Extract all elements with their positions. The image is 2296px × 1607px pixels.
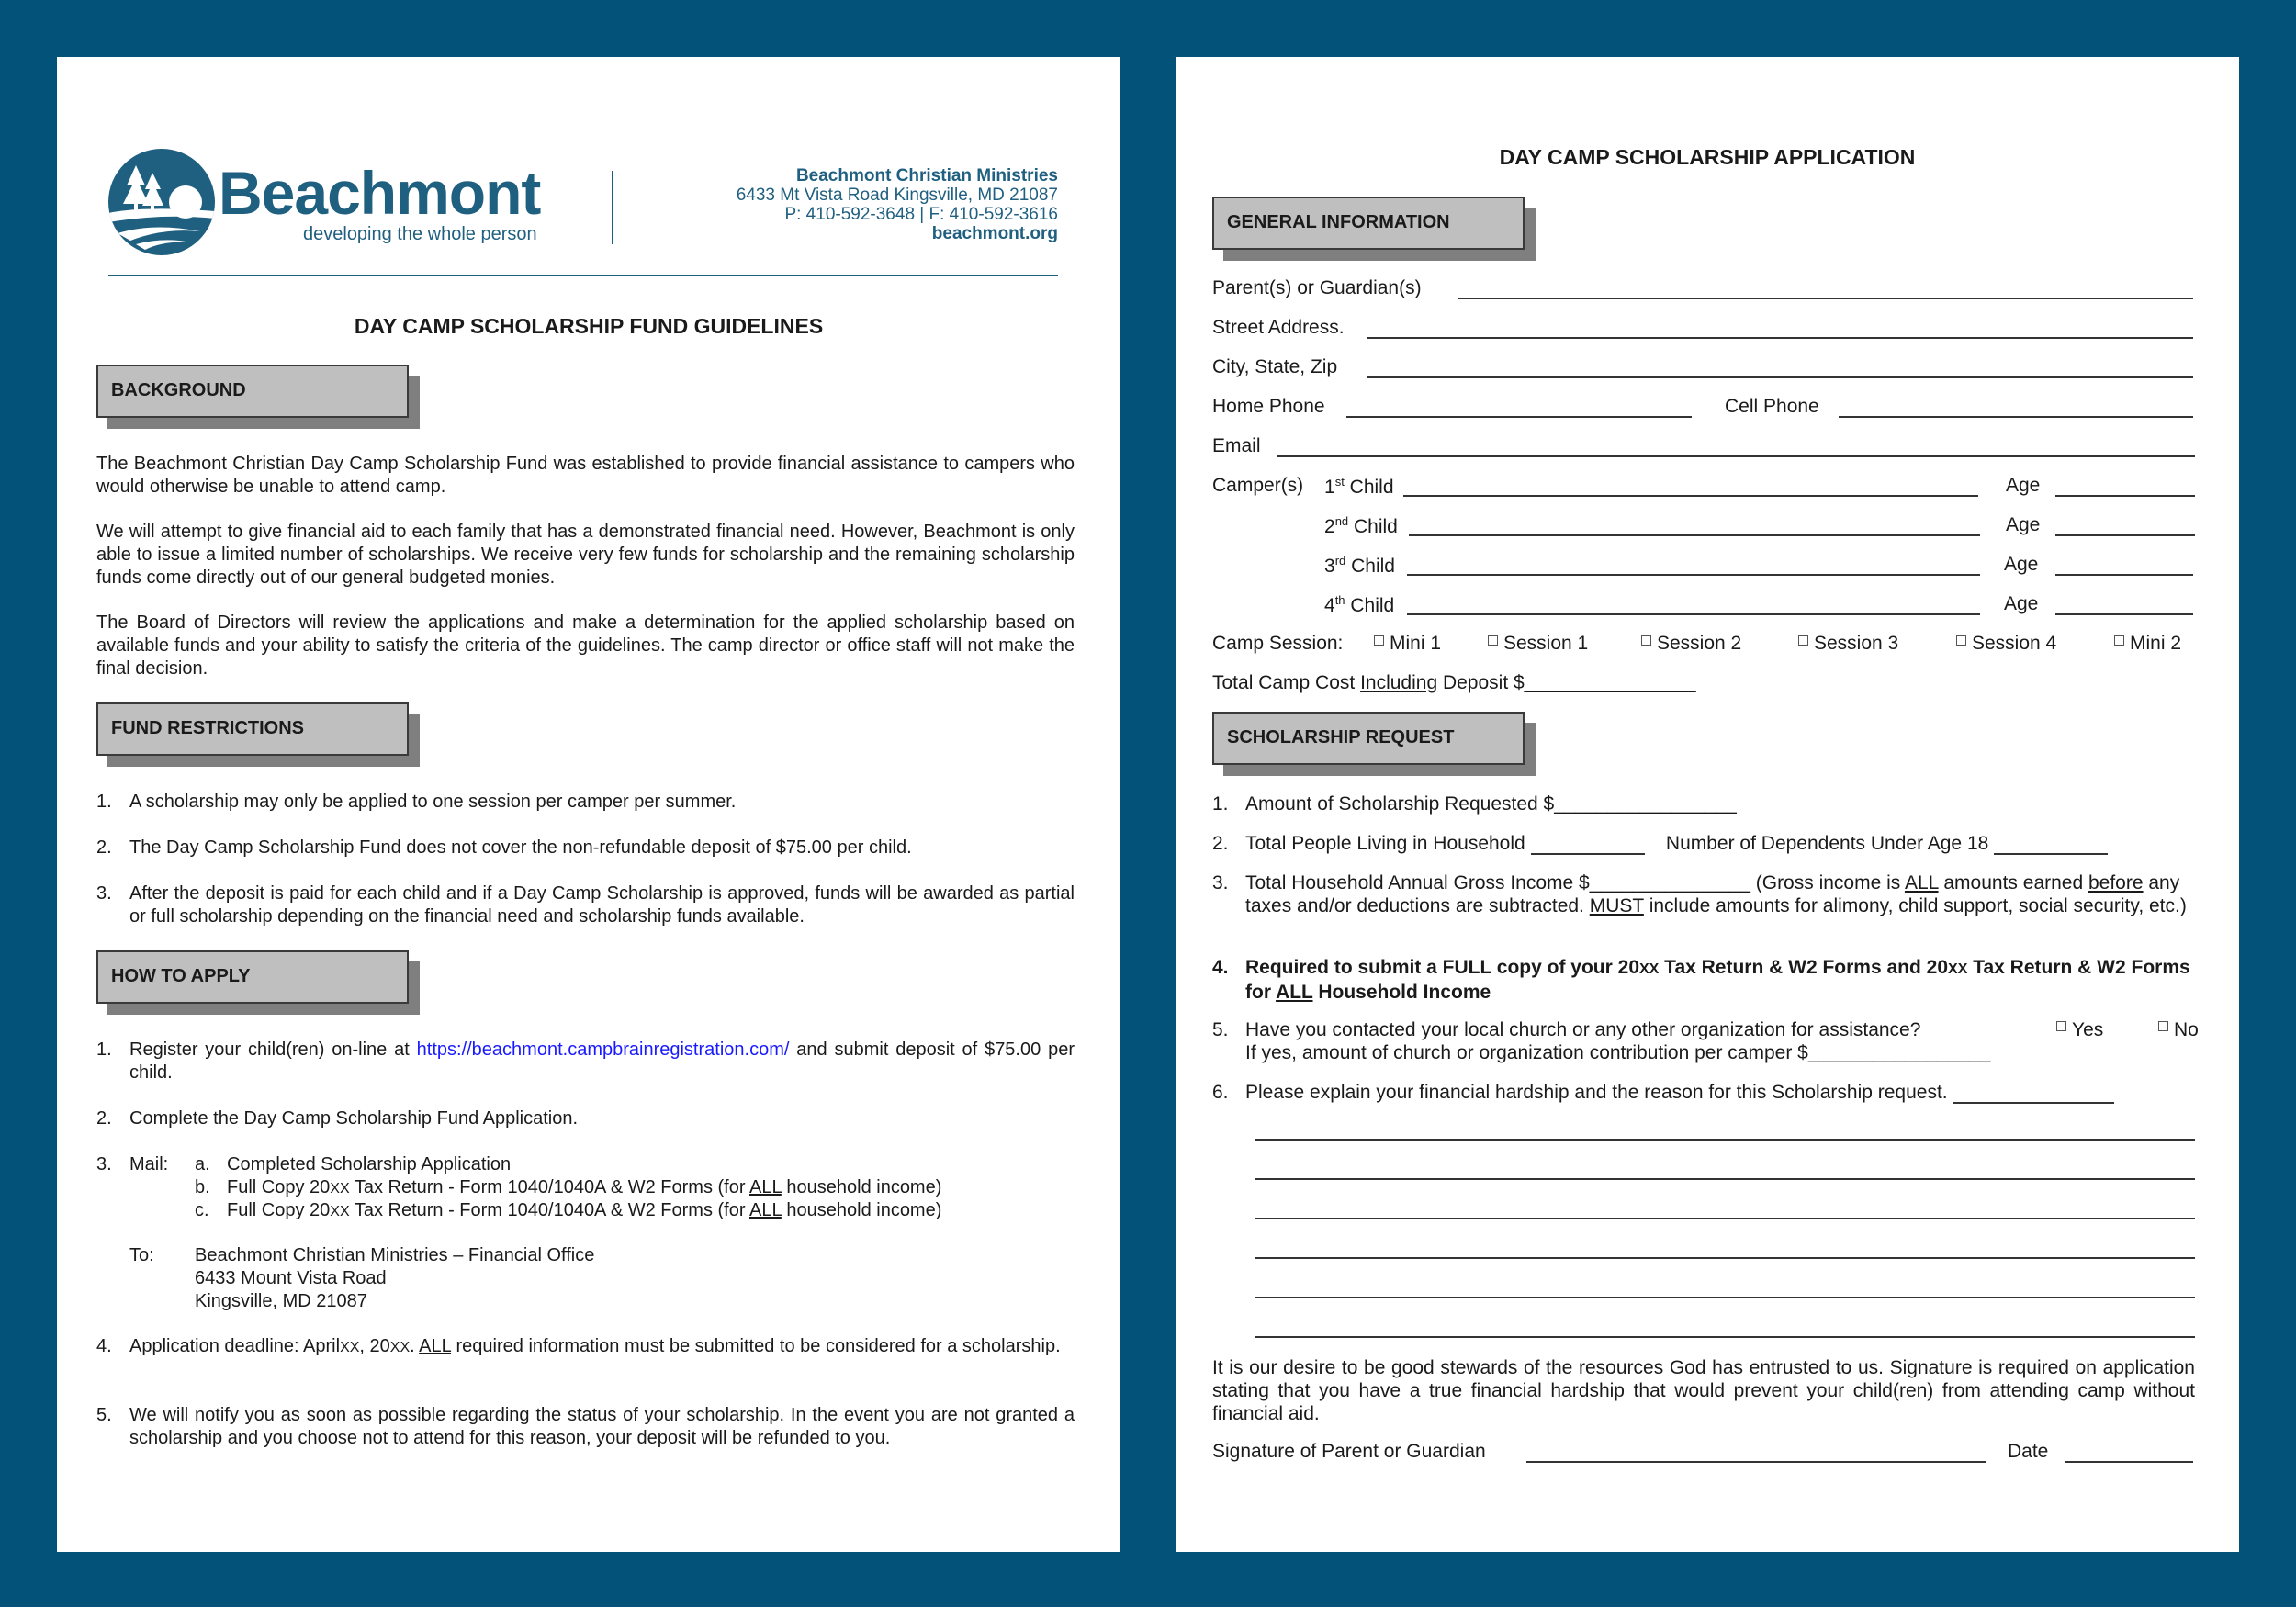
checkbox-icon <box>2114 635 2124 646</box>
email-label: Email <box>1212 435 1261 456</box>
list-item: 2. Complete the Day Camp Scholarship Fund Application. <box>96 1108 579 1129</box>
child-2-age-field[interactable] <box>2055 534 2195 536</box>
question-3[interactable]: 3. Total Household Annual Gross Income $_______________ (Gross income is ALL amounts earned before any taxes and/or deductions are subtracted. MUST include amounts for alimony, child support, social security, etc.) <box>1212 872 2187 916</box>
street-field[interactable] <box>1367 337 2193 339</box>
session-option-mini-2[interactable]: Mini 2 <box>2114 633 2181 655</box>
question-2[interactable]: 2. Total People Living in Household Number of Dependents Under Age 18 <box>1212 832 2200 855</box>
list-item: 1. A scholarship may only be applied to one session per camper per summer. <box>96 792 737 812</box>
list-item: 5. We will notify you as soon as possible regarding the status of your scholarship. In the event you are not granted a scholarship and you choose not to attend for this reason, your deposit will be refunded to you. <box>96 1405 1075 1448</box>
child-3-name-field[interactable] <box>1407 574 1980 576</box>
date-field[interactable] <box>2065 1461 2193 1463</box>
background-paragraph: We will attempt to give financial aid to each family that has a demonstrated financial need. However, Beachmont is only able to issue a limited number of scholarships. We receive very few funds for scholarship and the remaining scholarship funds come directly out of our general budgeted monies. <box>96 522 1075 588</box>
list-item: 2. The Day Camp Scholarship Fund does not cover the non-refundable deposit of $75.00 per child. <box>96 837 912 858</box>
question-4: 4. Required to submit a FULL copy of your 20XX Tax Return & W2 Forms and 20XX Tax Return & W2 Forms for ALL Household Income <box>1212 957 2190 1003</box>
org-website[interactable]: beachmont.org <box>931 224 1058 243</box>
checkbox-icon <box>2158 1021 2168 1031</box>
child-1-age-field[interactable] <box>2055 495 2195 497</box>
signature-label: Signature of Parent or Guardian <box>1212 1441 1486 1462</box>
child-4-age-field[interactable] <box>2055 613 2193 615</box>
cell-phone-label: Cell Phone <box>1725 396 1819 417</box>
letterhead-divider <box>612 171 613 244</box>
session-option-session-1[interactable]: Session 1 <box>1488 633 1588 655</box>
registration-link[interactable]: https://beachmont.campbrainregistration.com/ <box>416 1039 790 1060</box>
age-label: Age <box>2004 593 2039 614</box>
logo-tagline: developing the whole person <box>303 224 537 244</box>
camp-session-label: Camp Session: <box>1212 633 1344 654</box>
parent-field[interactable] <box>1458 298 2193 299</box>
signature-field[interactable] <box>1526 1461 1986 1463</box>
home-phone-field[interactable] <box>1346 416 1692 418</box>
checkbox-icon <box>1956 635 1966 646</box>
background-paragraph: The Board of Directors will review the applications and make a determination for the applied scholarship based on available funds and your ability to satisfy the criteria of the guidelines. The camp director or office staff will not make the final decision. <box>96 612 1075 679</box>
hardship-line[interactable] <box>1255 1257 2195 1259</box>
session-option-session-3[interactable]: Session 3 <box>1798 633 1898 655</box>
city-field[interactable] <box>1367 376 2193 378</box>
checkbox-icon <box>1374 635 1384 646</box>
logo-wordmark: Beachmont <box>219 159 541 227</box>
checkbox-icon <box>2056 1021 2066 1031</box>
question-5: 5. Have you contacted your local church or any other organization for assistance? Yes No If yes, amount of church or organization contribution per camper $_________________ <box>1212 1019 2199 1063</box>
list-item: 3. Mail: a. Completed Scholarship Application b. Full Copy 20XX Tax Return - Form 1040/1040A & W2 Forms (for ALL household income) c. Full Copy 20XX Tax Return - Form 1040/1040A & W2 Forms (for ALL household income) To: Beachmont Christian Ministries – Financial Office 6433 Mount Vista Road Kingsville, MD 21087 <box>96 1154 942 1311</box>
hardship-line[interactable] <box>1255 1297 2195 1298</box>
hardship-line[interactable] <box>1255 1139 2195 1141</box>
org-name: Beachmont Christian Ministries <box>795 166 1058 185</box>
list-item: 4. Application deadline: AprilXX, 20XX. ALL required information must be submitted to be considered for a scholarship. <box>96 1336 1061 1356</box>
session-option-mini-1[interactable]: Mini 1 <box>1374 633 1441 655</box>
header-rule <box>108 275 1058 276</box>
child-1-label: 1st Child <box>1324 475 1394 498</box>
child-3-age-field[interactable] <box>2055 574 2193 576</box>
hardship-line[interactable] <box>1255 1218 2195 1219</box>
application-page: DAY CAMP SCHOLARSHIP APPLICATION GENERAL INFORMATION Parent(s) or Guardian(s) Street Address. City, State, Zip Home Phone Cell Phone Email Camper(s) 1st Child Age 2nd Child Age 3rd Child Age 4th Child Age Camp Session: Mini 1 Session 1 Session 2 Session 3 Session 4 Mini 2 Total Camp Cost Including Deposit $________________ SCHOLARSHIP REQUEST 1. Amount of Scholarship Requested $_________________ 2. Total People Living in Household Number of Dependents Under Age 18 3. Total Household Annual Gross Income $_______________ (Gross income is ALL amounts earned before any taxes and/or deductions are subtracted. MUST include amounts for alimony, child support, social security, etc.) 4. Required to submit a FULL copy of your 20XX Tax Return & W2 Forms and 20XX Tax Return & W2 Forms for ALL Household Income 5. Have you contacted your local church or any other organization for assistance? Yes No If yes, amount of church or organization contribution per camper $_________________ 6. Please explain your financial hardship and the reason for this Scholarship request. It is our desire to be good stewards of the resources God has entrusted to us. Signature is required on application stating that you have a true financial hardship that would prevent your child(ren) from attending camp without financial aid. Signature of Parent or Guardian Date <box>1176 57 2239 1552</box>
org-address: 6433 Mt Vista Road Kingsville, MD 21087 <box>736 185 1058 205</box>
checkbox-icon <box>1798 635 1808 646</box>
page-title: DAY CAMP SCHOLARSHIP FUND GUIDELINES <box>354 314 824 338</box>
cell-phone-field[interactable] <box>1839 416 2193 418</box>
checkbox-icon <box>1488 635 1498 646</box>
child-3-label: 3rd Child <box>1324 554 1395 577</box>
session-option-session-4[interactable]: Session 4 <box>1956 633 2056 655</box>
church-contribution-field[interactable]: If yes, amount of church or organization contribution per camper $_________________ <box>1245 1042 1991 1063</box>
age-label: Age <box>2004 554 2039 575</box>
closing-statement: It is our desire to be good stewards of the resources God has entrusted to us. Signature is required on application stating that you have a true financial hardship that would prevent your child(ren) from attending camp without financial aid. <box>1212 1357 2195 1424</box>
list-item: 3. After the deposit is paid for each child and if a Day Camp Scholarship is approved, funds will be awarded as partial or full scholarship depending on the financial need and scholarship funds available. <box>96 883 1075 927</box>
yes-option[interactable]: Yes <box>2056 1018 2103 1041</box>
email-field[interactable] <box>1277 455 2195 457</box>
child-2-label: 2nd Child <box>1324 514 1398 537</box>
question-1[interactable]: 1. Amount of Scholarship Requested $_________________ <box>1212 793 1737 815</box>
parent-label: Parent(s) or Guardian(s) <box>1212 277 1422 298</box>
city-label: City, State, Zip <box>1212 356 1338 377</box>
beachmont-logo-icon <box>108 149 215 255</box>
guidelines-page: Beachmont developing the whole person Beachmont Christian Ministries 6433 Mt Vista Road Kingsville, MD 21087 P: 410-592-3648 | F: 410-592-3616 beachmont.org DAY CAMP SCHOLARSHIP FUND GUIDELINES BACKGROUND The Beachmont Christian Day Camp Scholarship Fund was established to provide financial assistance to campers who would otherwise be unable to attend camp. We will attempt to give financial aid to each family that has a demonstrated financial need. However, Beachmont is only able to issue a limited number of scholarships. We receive very few funds for scholarship and the remaining scholarship funds come directly out of our general budgeted monies. The Board of Directors will review the applications and make a determination for the applied scholarship based on available funds and your ability to satisfy the criteria of the guidelines. The camp director or office staff will not make the final decision. FUND RESTRICTIONS 1. A scholarship may only be applied to one session per camper per summer. 2. The Day Camp Scholarship Fund does not cover the non-refundable deposit of $75.00 per child. 3. After the deposit is paid for each child and if a Day Camp Scholarship is approved, funds will be awarded as partial or full scholarship depending on the financial need and scholarship funds available. HOW TO APPLY 1. Register your child(ren) on-line at https://beachmont.campbrainregistration.com/ and submit deposit of $75.00 per child. 2. Complete the Day Camp Scholarship Fund Application. 3. Mail: a. Completed Scholarship Application b. Full Copy 20XX Tax Return - Form 1040/1040A & W2 Forms (for ALL household income) c. Full Copy 20XX Tax Return - Form 1040/1040A & W2 Forms (for ALL household income) To: Beachmont Christian Ministries – Financial Office 6433 Mount Vista Road Kingsville, MD 21087 4. Application deadline: AprilXX, 20XX. ALL required information must be submitted to be considered for a scholarship. 5. We will notify you as soon as possible regarding the status of your scholarship. In the event you are not granted a scholarship and you choose not to attend for this reason, your deposit will be refunded to you. <box>57 57 1120 1552</box>
total-camp-cost[interactable]: Total Camp Cost Including Deposit $________________ <box>1212 672 1696 693</box>
campers-label: Camper(s) <box>1212 475 1304 496</box>
checkbox-icon <box>1641 635 1651 646</box>
hardship-line[interactable] <box>1255 1178 2195 1180</box>
child-1-name-field[interactable] <box>1403 495 1978 497</box>
list-item: 1. Register your child(ren) on-line at https://beachmont.campbrainregistration.com/ and submit deposit of $75.00 per child. <box>96 1039 1075 1083</box>
session-option-session-2[interactable]: Session 2 <box>1641 633 1741 655</box>
child-2-name-field[interactable] <box>1409 534 1980 536</box>
org-phones: P: 410-592-3648 | F: 410-592-3616 <box>784 205 1058 224</box>
question-6: 6. Please explain your financial hardship and the reason for this Scholarship request. <box>1212 1081 2200 1104</box>
date-label: Date <box>2008 1441 2049 1462</box>
child-4-label: 4th Child <box>1324 593 1395 616</box>
child-4-name-field[interactable] <box>1407 613 1980 615</box>
page-title: DAY CAMP SCHOLARSHIP APPLICATION <box>1499 145 1916 169</box>
home-phone-label: Home Phone <box>1212 396 1325 417</box>
background-paragraph: The Beachmont Christian Day Camp Scholarship Fund was established to provide financial assistance to campers who would otherwise be unable to attend camp. <box>96 454 1075 497</box>
hardship-line[interactable] <box>1255 1336 2195 1338</box>
age-label: Age <box>2006 514 2041 535</box>
street-label: Street Address. <box>1212 317 1345 338</box>
no-option[interactable]: No <box>2158 1018 2199 1041</box>
age-label: Age <box>2006 475 2041 496</box>
contact-block <box>737 166 1058 243</box>
